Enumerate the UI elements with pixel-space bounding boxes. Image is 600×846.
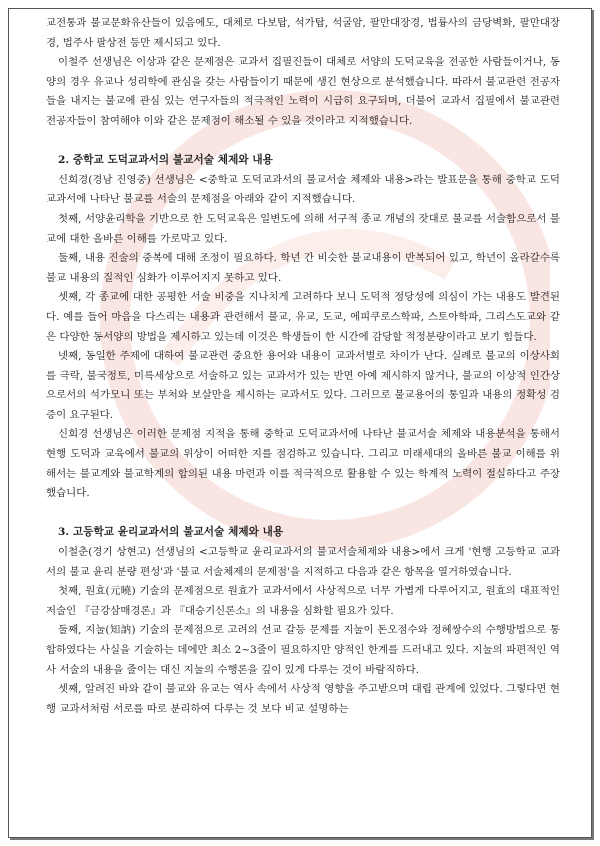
paragraph: 둘째, 지눌(知訥) 기술의 문제점으로 고려의 선교 갈등 문제를 지눌이 돈오점수와 정혜쌍수의 수행방법으로 통합하였다는 사실을 기술하는 데에만 최소 2~3줄이 필요하지만 양적인 한계를 드러내고 있다. 지눌의 파편적인 역사 서술의 내용을 줄이는 대신 지눌의 수행론을 깊이 있게 다루는 것이 바람직하다. [46, 624, 560, 676]
paragraph: 넷째, 동일한 주제에 대하여 불교관련 중요한 용어와 내용이 교과서별로 차이가 난다. 실례로 불교의 이상사회를 극락, 불국정토, 미륵세상으로 서술하고 있는 교과서가 있는 반면 아예 제시하지 않거나, 불교의 이상적 인간상으로서의 석가모니 또는 부처와 보살만을 제시하는 교과서도 있다. 그러므로 불교용어의 통일과 내용의 정확성 검증이 요구된다. [46, 350, 560, 421]
paragraph: 교전통과 불교문화유산들이 있음에도, 대체로 다보탑, 석가탑, 석굴암, 팔만대장경, 법륭사의 금당벽화, 팔만대장경, 법주사 팔상전 등만 제시되고 있다. [46, 17, 560, 49]
paragraph: 신희경 선생님은 이러한 문제점 지적을 통해 중학교 도덕교과서에 나타난 불교서술 체제와 내용분석을 통해서 현행 도덕과 교육에서 불교의 위상이 어떠한 지를 점검하고 있습니다. 그리고 미래세대의 올바른 불교 이해를 위해서는 불교계와 불교학계의 합의된 내용 마련과 이를 적극적으로 활용할 수 있는 학계적 노력이 절실하다고 주장했습니다. [46, 428, 560, 500]
spacer [46, 504, 560, 524]
paragraph: 신희경(경남 진영중) 선생님은 <중학교 도덕교과서의 불교서술 체제와 내용>라는 발표문을 통해 중학교 도덕교과서에 나타난 불교를 서술의 문제점을 아래와 같이 지적했습니다. [46, 173, 560, 206]
paragraph: 이철주 선생님은 이상과 같은 문제점은 교과서 집필진들이 대체로 서양의 도덕교육을 전공한 사람들이거나, 동양의 경우 유교나 성리학에 관심을 갖는 사람들이기 때문에 생긴 현상으로 분석했습니다. 따라서 불교관련 전공자들을 내지는 불교에 관심 있는 연구자들의 적극적인 노력이 시급히 요구되며, 더불어 교과서 집필에서 불교관련 전공자들이 참여해야 이와 같은 문제점이 해소될 수 있을 것이라고 지적했습니다. [46, 56, 560, 127]
paragraph: 셋째, 각 종교에 대한 공평한 서술 비중을 지나치게 고려하다 보니 도덕적 정당성에 의심이 가는 내용도 발견된다. 예를 들어 마음을 다스리는 내용과 관련해서 불교, 유교, 도교, 에피쿠로스학파, 스토아학파, 그리스도교와 같은 다양한 동서양의 방법을 제시하고 있는데 이것은 학생들이 한 시간에 감당할 적정분량이라고 보기 힘들다. [46, 291, 560, 343]
section-heading: 3. 고등학교 윤리교과서의 불교서술 체제와 내용 [58, 526, 284, 539]
document-body [46, 14, 560, 719]
paragraph: 이철춘(경기 상현고) 선생님의 <고등학교 윤리교과서의 불교서술체제와 내용>에서 크게 '현행 고등학교 교과서의 불교 윤리 분량 편성'과 '불교 서술체제의 문제점'을 지적하고 다음과 같은 항목을 열거하였습니다. [46, 546, 560, 578]
paragraph: 둘째, 내용 진술의 중복에 대해 조정이 필요하다. 학년 간 비슷한 불교내용이 반복되어 있고, 학년이 올라갈수록 불교 내용의 질적인 심화가 이루어지지 못하고 있다. [46, 252, 560, 284]
spacer [46, 132, 560, 152]
section-heading: 2. 중학교 도덕교과서의 불교서술 체제와 내용 [58, 154, 273, 167]
paragraph: 첫째, 원효(元曉) 기술의 문제점으로 원효가 교과서에서 사상적으로 너무 가볍게 다루어지고, 원효의 대표적인 저술인 『금강삼매경론』과 『대승기신론소』의 내용을 심화할 필요가 있다. [46, 585, 560, 617]
paragraph: 셋째, 알려진 바와 같이 불교와 유교는 역사 속에서 사상적 영향을 주고받으며 대립 관계에 있었다. 그렇다면 현행 교과서처럼 서로를 따로 분리하여 다루는 것 보다 비교 설명하는 [46, 683, 560, 715]
paragraph: 첫째, 서양윤리학을 기반으로 한 도덕교육은 일변도에 의해 서구적 종교 개념의 잣대로 불교를 서술함으로서 불교에 대한 올바른 이해를 가로막고 있다. [46, 212, 560, 245]
